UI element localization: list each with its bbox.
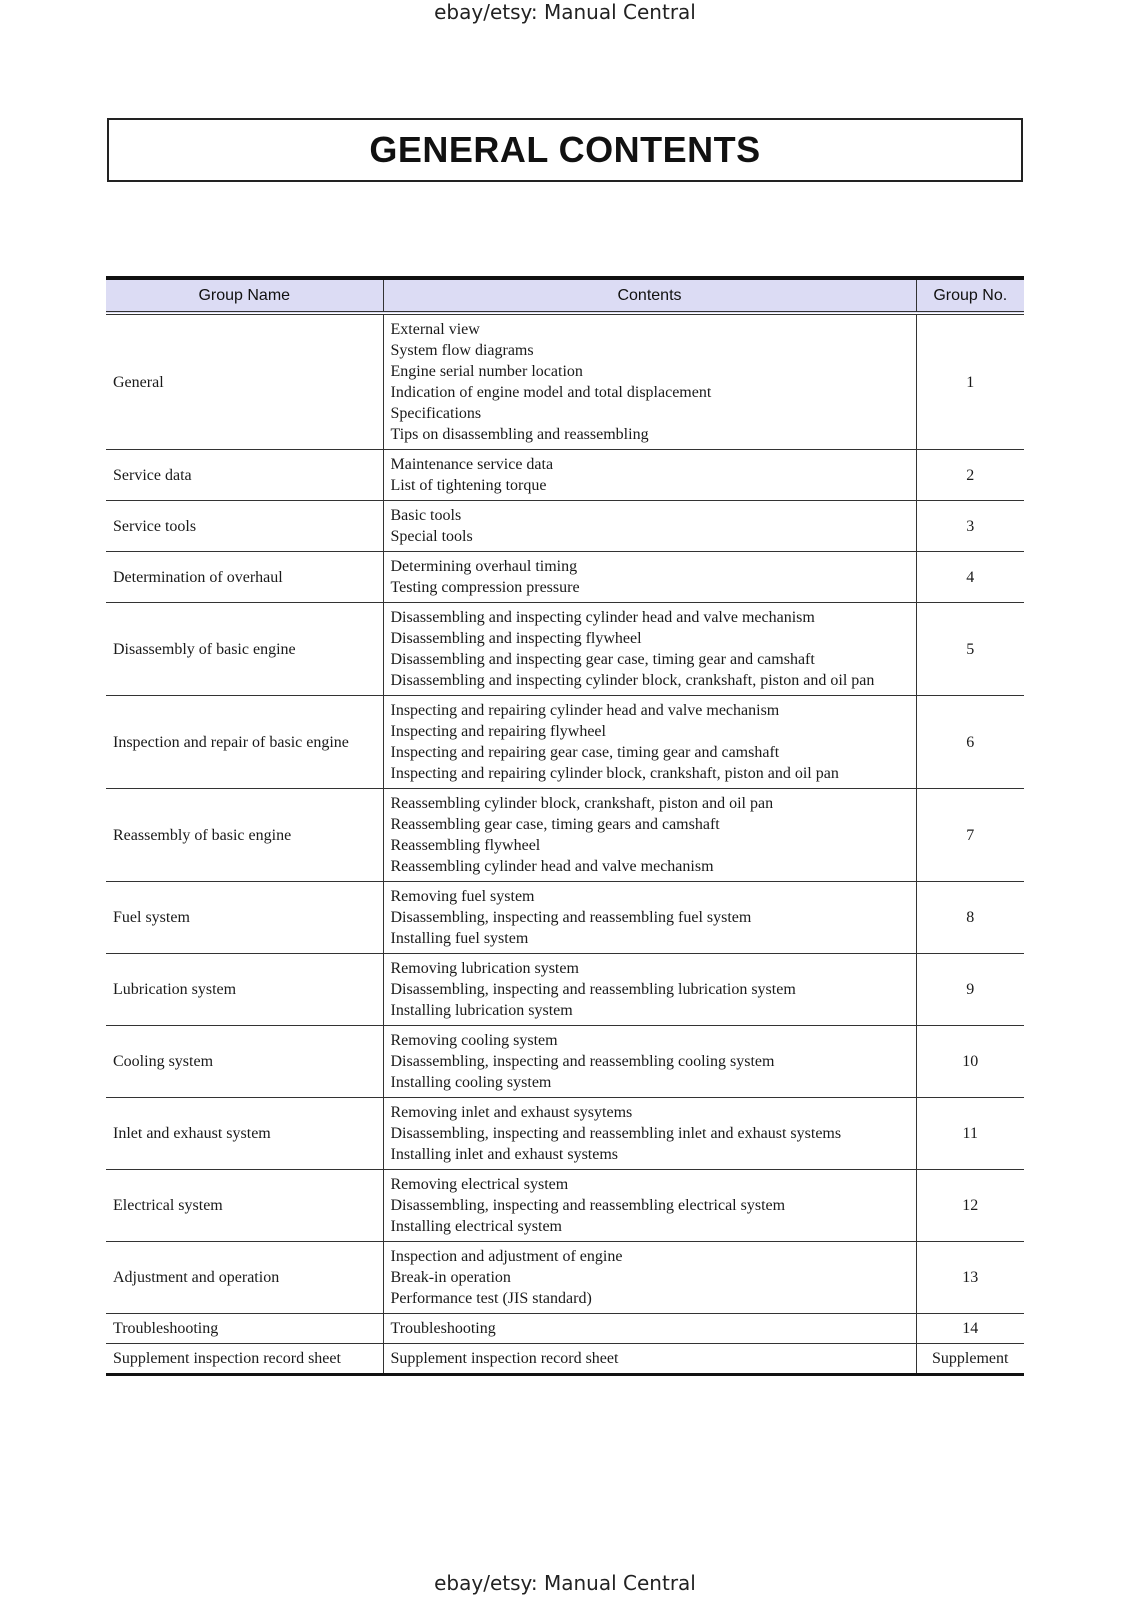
- table-row: [106, 450, 1024, 501]
- group-number-cell: 10: [916, 1026, 1024, 1098]
- table-row: [106, 1098, 1024, 1170]
- contents-table: [106, 276, 1024, 1376]
- contents-line: Disassembling and inspecting cylinder head and valve mechanism: [390, 609, 815, 626]
- contents-line: Installing cooling system: [390, 1074, 552, 1091]
- contents-line: List of tightening torque: [390, 477, 547, 494]
- contents-cell: [383, 1344, 916, 1375]
- group-number-cell: 4: [916, 552, 1024, 603]
- table-row: [106, 1314, 1024, 1344]
- group-name-cell: Determination of overhaul: [106, 552, 383, 603]
- table-row: [106, 1344, 1024, 1375]
- contents-line: Break-in operation: [390, 1269, 511, 1286]
- contents-line: Disassembling and inspecting flywheel: [390, 630, 642, 647]
- contents-line: Removing lubrication system: [390, 960, 579, 977]
- table-body: [106, 313, 1024, 1375]
- contents-cell: [383, 1170, 916, 1242]
- contents-line: Disassembling, inspecting and reassembling lubrication system: [390, 981, 796, 998]
- contents-line: Supplement inspection record sheet: [390, 1350, 619, 1367]
- page-title: GENERAL CONTENTS: [369, 129, 761, 170]
- contents-cell: [383, 1242, 916, 1314]
- contents-line: Installing electrical system: [390, 1218, 562, 1235]
- table-row: [106, 882, 1024, 954]
- contents-line: Inspecting and repairing cylinder block, crankshaft, piston and oil pan: [390, 765, 839, 782]
- group-number-cell: 13: [916, 1242, 1024, 1314]
- group-name-cell: Service tools: [106, 501, 383, 552]
- contents-line: Maintenance service data: [390, 456, 554, 473]
- contents-line: Disassembling, inspecting and reassembling electrical system: [390, 1197, 786, 1214]
- group-number-cell: 7: [916, 789, 1024, 882]
- group-name-cell: Inspection and repair of basic engine: [106, 696, 383, 789]
- group-name-cell: Supplement inspection record sheet: [106, 1344, 383, 1375]
- contents-line: Special tools: [390, 528, 473, 545]
- group-number-cell: 8: [916, 882, 1024, 954]
- group-number-cell: 14: [916, 1314, 1024, 1344]
- contents-line: Disassembling and inspecting cylinder block, crankshaft, piston and oil pan: [390, 672, 875, 689]
- group-number-cell: 6: [916, 696, 1024, 789]
- group-number-cell: 9: [916, 954, 1024, 1026]
- contents-line: Reassembling flywheel: [390, 837, 541, 854]
- group-number-cell: 11: [916, 1098, 1024, 1170]
- contents-line: Removing inlet and exhaust sysytems: [390, 1104, 633, 1121]
- table-row: [106, 954, 1024, 1026]
- group-name-cell: Electrical system: [106, 1170, 383, 1242]
- group-name-cell: Adjustment and operation: [106, 1242, 383, 1314]
- table-row: [106, 501, 1024, 552]
- group-number-cell: 5: [916, 603, 1024, 696]
- group-number-cell: 2: [916, 450, 1024, 501]
- contents-cell: [383, 1026, 916, 1098]
- contents-line: Performance test (JIS standard): [390, 1290, 592, 1307]
- contents-cell: [383, 1314, 916, 1344]
- watermark-top: ebay/etsy: Manual Central: [434, 0, 696, 24]
- contents-cell: [383, 552, 916, 603]
- contents-cell: [383, 882, 916, 954]
- group-name-cell: General: [113, 373, 164, 391]
- contents-line: Specifications: [390, 405, 482, 422]
- contents-line: Installing lubrication system: [390, 1002, 573, 1019]
- group-name-cell: Troubleshooting: [106, 1314, 383, 1344]
- contents-cell: [383, 603, 916, 696]
- contents-line: Testing compression pressure: [390, 579, 580, 596]
- contents-line: Disassembling, inspecting and reassembling inlet and exhaust systems: [390, 1125, 842, 1142]
- contents-line: Installing fuel system: [390, 930, 529, 947]
- contents-line: Indication of engine model and total displacement: [390, 384, 712, 401]
- contents-line: Reassembling gear case, timing gears and camshaft: [390, 816, 720, 833]
- contents-line: Disassembling and inspecting gear case, timing gear and camshaft: [390, 651, 815, 668]
- contents-line: Installing inlet and exhaust systems: [390, 1146, 619, 1163]
- contents-line: Tips on disassembling and reassembling: [390, 426, 649, 443]
- contents-line: Disassembling, inspecting and reassembling fuel system: [390, 909, 752, 926]
- group-name-cell: Lubrication system: [106, 954, 383, 1026]
- contents-line: External view: [390, 321, 480, 338]
- contents-line: Removing electrical system: [390, 1176, 569, 1193]
- header-group-no: Group No.: [916, 278, 1024, 313]
- table-row: [106, 313, 1024, 450]
- table-header-row: [106, 278, 1024, 313]
- contents-line: Inspection and adjustment of engine: [390, 1248, 623, 1265]
- table-row: [106, 1026, 1024, 1098]
- group-name-cell: Reassembly of basic engine: [106, 789, 383, 882]
- contents-line: Removing fuel system: [390, 888, 535, 905]
- header-group-name: Group Name: [106, 278, 383, 313]
- group-number-cell: 1: [916, 313, 1024, 450]
- contents-line: Inspecting and repairing flywheel: [390, 723, 606, 740]
- group-name-cell: Cooling system: [106, 1026, 383, 1098]
- table-row: [106, 696, 1024, 789]
- contents-line: Reassembling cylinder head and valve mechanism: [390, 858, 714, 875]
- contents-line: Inspecting and repairing cylinder head and valve mechanism: [390, 702, 780, 719]
- watermark-bottom: ebay/etsy: Manual Central: [434, 1571, 696, 1595]
- contents-cell: [383, 789, 916, 882]
- title-box: [107, 118, 1023, 182]
- group-number-cell: Supplement: [916, 1344, 1024, 1375]
- table-row: [106, 552, 1024, 603]
- table-row: [106, 789, 1024, 882]
- contents-line: Reassembling cylinder block, crankshaft, piston and oil pan: [390, 795, 774, 812]
- group-name-cell: Disassembly of basic engine: [106, 603, 383, 696]
- contents-line: Removing cooling system: [390, 1032, 558, 1049]
- contents-line: Disassembling, inspecting and reassembling cooling system: [390, 1053, 775, 1070]
- contents-line: Engine serial number location: [390, 363, 583, 380]
- group-number-cell: 12: [916, 1170, 1024, 1242]
- contents-line: Determining overhaul timing: [390, 558, 578, 575]
- contents-line: Troubleshooting: [390, 1320, 496, 1337]
- contents-line: System flow diagrams: [390, 342, 534, 359]
- table-row: [106, 603, 1024, 696]
- contents-cell: [383, 313, 916, 450]
- group-name-cell: Inlet and exhaust system: [106, 1098, 383, 1170]
- contents-cell: [383, 954, 916, 1026]
- group-number-cell: 3: [916, 501, 1024, 552]
- group-name-cell: Service data: [106, 450, 383, 501]
- contents-cell: [383, 450, 916, 501]
- table-row: [106, 1170, 1024, 1242]
- contents-cell: [383, 501, 916, 552]
- contents-line: Basic tools: [390, 507, 462, 524]
- group-name-cell: Fuel system: [106, 882, 383, 954]
- contents-cell: [383, 696, 916, 789]
- contents-line: Inspecting and repairing gear case, timing gear and camshaft: [390, 744, 780, 761]
- contents-cell: [383, 1098, 916, 1170]
- header-contents: Contents: [383, 278, 916, 313]
- table-row: [106, 1242, 1024, 1314]
